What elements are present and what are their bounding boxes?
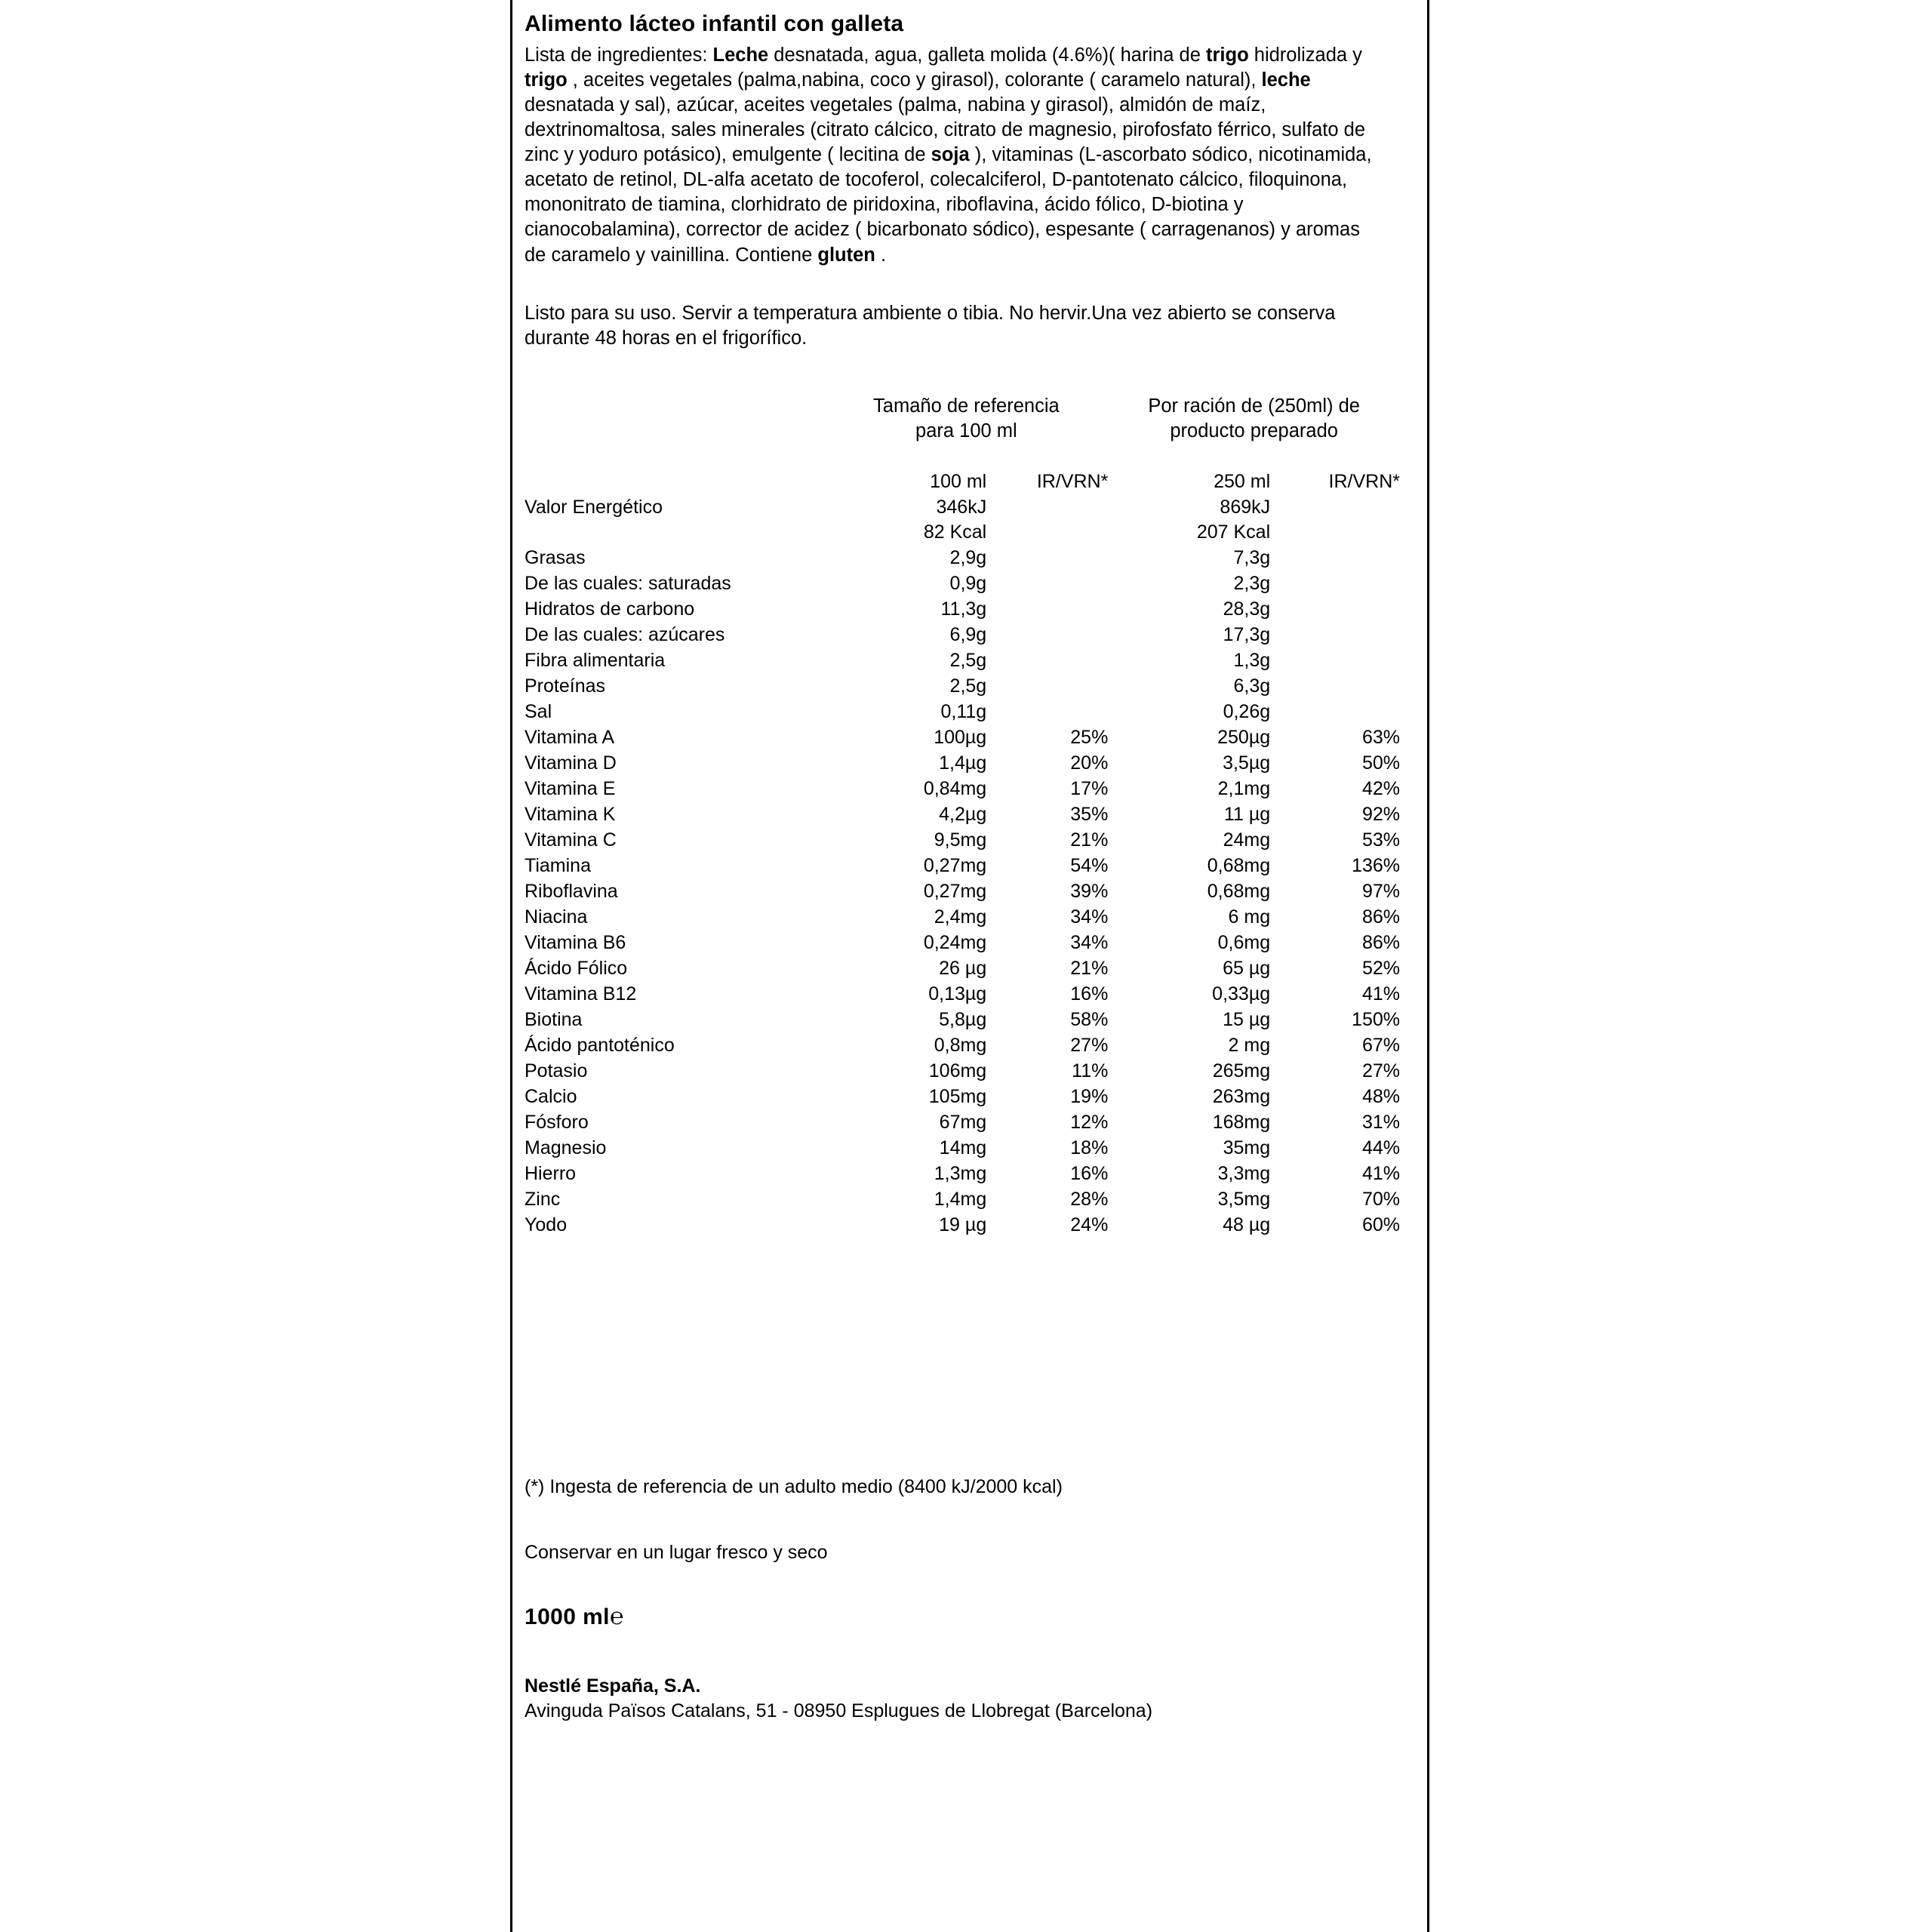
table-row: Riboflavina 0,27mg 39% 0,68mg 97%	[525, 880, 1400, 902]
table-row: 82 Kcal 207 Kcal	[923, 521, 1271, 543]
ingredients-text: Leche desnatada, agua, galleta molida (4.6%)( harina de trigo hidrolizada y trigo , aceites vegetales (palma,nabina, coco y girasol), colorante ( caramelo natural), leche desnatada y sal), azúcar, aceites vegetales (palma, nabina y girasol), almidón de maíz, dextrinomaltosa, sales minerales (citrato cálcico, citrato de magnesio, pirofosfato férrico, sulfato de zinc y yoduro potásico), emulgente ( lecitina de soja ), vitaminas (L-ascorbato sódico, nicotinamida, acetato de retinol, DL-alfa acetato de tocoferol, colecalciferol, D-pantotenato cálcico, filoquinona, mononitrato de tiamina, clorhidrato de piridoxina, riboflavina, ácido fólico, D-biotina y cianocobalamina), corrector de acidez ( bicarbonato sódico), espesante ( carragenanos) y aromas de caramelo y vainillina. Contiene gluten .	[525, 44, 1372, 266]
table-row: Sal 0,11g 0,26g	[525, 700, 1271, 722]
subheader-irvrn-100ml: IR/VRN*	[1036, 471, 1109, 493]
table-row: Fibra alimentaria 2,5g 1,3g	[525, 649, 1271, 671]
table-row: Hierro 1,3mg 16% 3,3mg 41%	[525, 1162, 1400, 1184]
table-row: Tiamina 0,27mg 54% 0,68mg 136%	[525, 854, 1400, 876]
table-row: Potasio 106mg 11% 265mg 27%	[525, 1060, 1400, 1081]
table-row: De las cuales: azúcares 6,9g 17,3g	[525, 623, 1271, 645]
table-row: Vitamina K 4,2µg 35% 11 µg 92%	[525, 803, 1400, 825]
table-row: Magnesio 14mg 18% 35mg 44%	[525, 1137, 1400, 1158]
table-row: Yodo 19 µg 24% 48 µg 60%	[525, 1214, 1400, 1235]
table-row: Vitamina B12 0,13µg 16% 0,33µg 41%	[525, 983, 1400, 1004]
table-row: Vitamina C 9,5mg 21% 24mg 53%	[525, 829, 1400, 851]
table-row: Proteínas 2,5g 6,3g	[525, 675, 1271, 697]
table-row: Fósforo 67mg 12% 168mg 31%	[525, 1111, 1400, 1133]
table-row: Vitamina B6 0,24mg 34% 0,6mg 86%	[525, 931, 1400, 953]
estimated-sign-icon: ℮	[609, 1602, 624, 1629]
company-address: Avinguda Països Catalans, 51 - 08950 Esplugues de Llobregat (Barcelona)	[525, 1700, 1153, 1721]
subheader-blank	[525, 471, 824, 494]
nutrition-subheader-row	[525, 471, 1400, 494]
usage-instructions: Listo para su uso. Servir a temperatura ambiente o tibia. No hervir.Una vez abierto se conserva durante 48 horas en el frigorífico.	[525, 302, 1336, 349]
table-row: Grasas 2,9g 7,3g	[525, 546, 1271, 568]
net-volume	[525, 1603, 1415, 1630]
page-title: Alimento lácteo infantil con galleta	[525, 11, 904, 36]
ingredients-paragraph	[525, 43, 1385, 268]
product-label-panel	[510, 0, 1429, 1932]
company-name: Nestlé España, S.A.	[525, 1675, 701, 1697]
table-row: Vitamina E 0,84mg 17% 2,1mg 42%	[525, 777, 1400, 799]
ingredients-label: Lista de ingredientes:	[525, 44, 708, 66]
label-content	[525, 0, 1415, 1722]
subheader-100ml: 100 ml	[930, 471, 987, 493]
table-row: Calcio 105mg 19% 263mg 48%	[525, 1085, 1400, 1107]
table-row: Hidratos de carbono 11,3g 28,3g	[525, 598, 1271, 620]
table-row: Zinc 1,4mg 28% 3,5mg 70%	[525, 1188, 1400, 1210]
nutrition-header-col-250ml: Por ración de (250ml) de producto preparado	[1148, 395, 1360, 442]
table-row: Valor Energético 346kJ 869kJ	[525, 497, 1271, 518]
nutrition-header-col-100ml: Tamaño de referencia para 100 ml	[873, 395, 1060, 442]
reference-intake-footnote: (*) Ingesta de referencia de un adulto medio (8400 kJ/2000 kcal)	[525, 1475, 1063, 1497]
table-row: De las cuales: saturadas 0,9g 2,3g	[525, 572, 1271, 594]
net-volume-value: 1000 ml	[525, 1604, 610, 1629]
table-row: Vitamina D 1,4µg 20% 3,5µg 50%	[525, 752, 1400, 774]
table-row: Niacina 2,4mg 34% 6 mg 86%	[525, 906, 1400, 928]
spacer	[525, 268, 1415, 301]
table-row: Vitamina A 100µg 25% 250µg 63%	[525, 726, 1400, 748]
nutrition-header-row	[525, 394, 1400, 471]
table-row: Ácido Fólico 26 µg 21% 65 µg 52%	[525, 957, 1400, 979]
subheader-250ml: 250 ml	[1214, 471, 1271, 493]
nutrition-header-blank	[525, 394, 824, 471]
subheader-irvrn-250ml: IR/VRN*	[1328, 471, 1400, 493]
table-row: Ácido pantoténico 0,8mg 27% 2 mg 67%	[525, 1034, 1400, 1056]
storage-instructions: Conservar en un lugar fresco y seco	[525, 1541, 828, 1563]
table-row: Biotina 5,8µg 58% 15 µg 150%	[525, 1008, 1400, 1030]
nutrition-table	[525, 394, 1400, 1238]
